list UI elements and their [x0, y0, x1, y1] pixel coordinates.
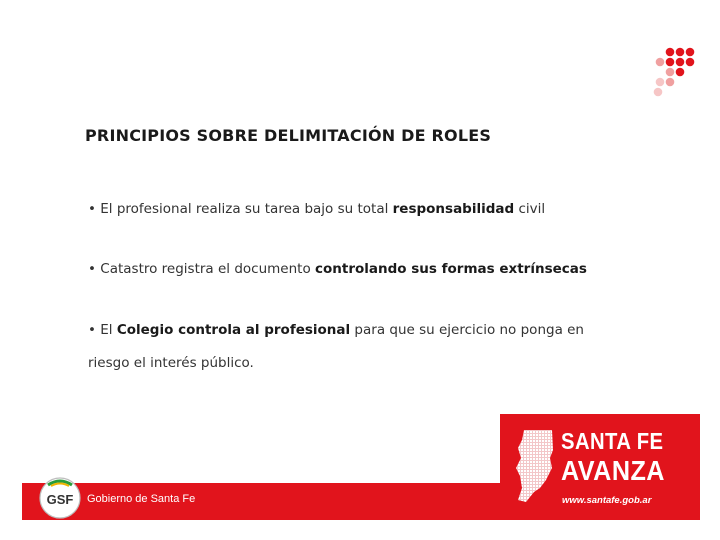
bullet-symbol: • — [88, 261, 96, 277]
decorative-dot — [666, 48, 675, 57]
decorative-dot — [666, 68, 675, 77]
santa-fe-map-icon — [512, 428, 558, 504]
bullet-item — [88, 193, 545, 226]
bullet-emphasis: responsabilidad — [392, 201, 515, 217]
decorative-dot — [656, 58, 665, 67]
decorative-dot — [686, 48, 695, 57]
decorative-dot — [686, 58, 695, 67]
bullet-item — [88, 253, 587, 286]
website-link[interactable]: www.santafe.gob.ar — [562, 495, 652, 506]
decorative-dot — [666, 78, 675, 87]
bullet-text-continued: riesgo el interés público. — [88, 355, 254, 371]
government-label: Gobierno de Santa Fe — [87, 493, 196, 505]
bullet-text: Catastro registra el documento — [100, 261, 315, 277]
bullet-symbol: • — [88, 322, 96, 338]
bullet-text: El profesional realiza su tarea bajo su total — [100, 201, 393, 217]
bullet-emphasis: controlando sus formas extrínsecas — [315, 261, 587, 277]
decorative-dot — [666, 58, 675, 67]
bullet-text: civil — [514, 201, 546, 217]
gsf-logo-text: GSF — [46, 492, 74, 507]
decorative-dot — [676, 58, 685, 67]
bullet-text: El — [100, 322, 117, 338]
decorative-dot — [654, 88, 663, 97]
brand-name-line2: AVANZA — [561, 455, 665, 486]
bullet-text: para que su ejercicio no ponga en — [350, 322, 584, 338]
bullet-symbol: • — [88, 201, 96, 217]
gsf-logo — [38, 474, 82, 522]
decorative-dot — [676, 68, 685, 77]
brand-name-line1: SANTA FE — [561, 428, 664, 454]
bullet-emphasis: Colegio controla al profesional — [116, 322, 351, 338]
slide-title: PRINCIPIOS SOBRE DELIMITACIÓN DE ROLES — [85, 126, 492, 145]
decorative-dot — [676, 48, 685, 57]
decorative-dot — [656, 78, 665, 87]
decorative-dots — [640, 40, 710, 100]
bullet-item — [88, 314, 584, 380]
